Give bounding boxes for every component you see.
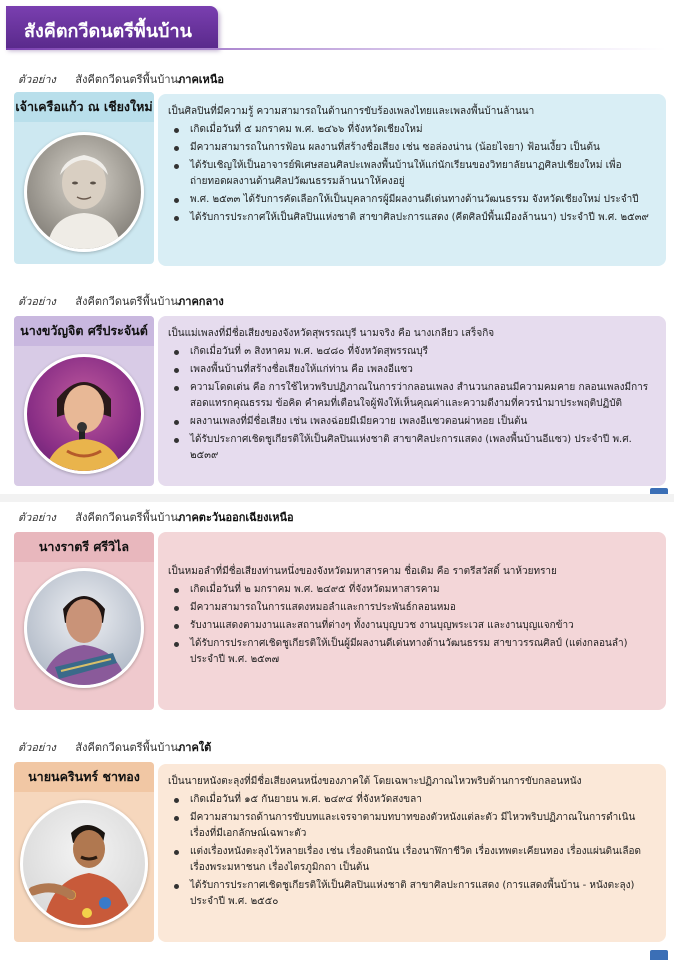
bullet-icon	[174, 368, 179, 373]
fact-text: เพลงพื้นบ้านที่สร้างชื่อเสียงให้แก่ท่าน คือ เพลงอีแซว	[190, 364, 413, 375]
example-prefix: สังคีตกวีดนตรีพื้นบ้าน	[75, 295, 179, 308]
list-item	[168, 810, 654, 842]
artist-intro: เป็นศิลปินที่มีความรู้ ความสามารถในด้านการขับร้องเพลงไทยและเพลงพื้นบ้านล้านนา	[168, 106, 535, 117]
list-item	[168, 582, 654, 598]
list-item	[168, 432, 654, 464]
example-line	[18, 70, 224, 88]
artist-name: เจ้าเครือแก้ว ณ เชียงใหม่	[14, 92, 154, 122]
list-item	[168, 210, 654, 226]
artist-intro: เป็นแม่เพลงที่มีชื่อเสียงของจังหวัดสุพรรณบุรี นามจริง คือ นางเกลียว เสร็จกิจ	[168, 328, 495, 339]
list-item	[168, 192, 654, 208]
page-header	[6, 6, 218, 48]
section-south	[0, 732, 674, 960]
bullet-icon	[174, 642, 179, 647]
list-item	[168, 380, 654, 412]
example-prefix: สังคีตกวีดนตรีพื้นบ้าน	[75, 73, 179, 86]
bullet-icon	[174, 164, 179, 169]
example-label: ตัวอย่าง	[18, 741, 56, 754]
section-north	[0, 62, 674, 272]
scroll-down-button[interactable]	[650, 950, 668, 960]
bullet-icon	[174, 216, 179, 221]
list-item	[168, 844, 654, 876]
portrait-elder-woman-image	[27, 135, 141, 249]
list-item	[168, 878, 654, 910]
artist-facts-list	[168, 582, 654, 668]
list-item	[168, 600, 654, 616]
example-prefix: สังคีตกวีดนตรีพื้นบ้าน	[75, 511, 179, 524]
list-item	[168, 344, 654, 360]
bullet-icon	[174, 386, 179, 391]
example-label: ตัวอย่าง	[18, 295, 56, 308]
fact-text: มีความสามารถในการแสดงหมอลำและการประพันธ์กลอนหมอ	[190, 602, 456, 613]
profile-left-panel	[14, 532, 154, 710]
bullet-icon	[174, 350, 179, 355]
artist-intro: เป็นหมอลำที่มีชื่อเสียงท่านหนึ่งของจังหวัดมหาสารคาม ชื่อเดิม คือ ราตรีสวัสดิ์ นาห้วยทราย	[168, 566, 557, 577]
bullet-icon	[174, 884, 179, 889]
region-name: ภาคใต้	[178, 741, 212, 754]
bullet-icon	[174, 128, 179, 133]
fact-text: เกิดเมื่อวันที่ ๓ สิงหาคม พ.ศ. ๒๔๘๐ ที่จังหวัดสุพรรณบุรี	[190, 346, 428, 357]
section-northeast	[0, 502, 674, 716]
list-item	[168, 618, 654, 634]
fact-text: ได้รับการประกาศเชิดชูเกียรติให้เป็นผู้มีผลงานดีเด่นทางด้านวัฒนธรรม สาขาวรรณศิลป์ (แต่งกลอนลำ) ประจำปี พ.ศ. ๒๕๓๗	[190, 638, 628, 665]
fact-text: แต่งเรื่องหนังตะลุงไว้หลายเรื่อง เช่น เรื่องดินถนัน เรื่องนาฬิกาชีวิต เรื่องเทพตะเคียนทอง เรื่องแผ่นดินเลือด เรื่องพระมหาชนก เรื่องไตรภูมิกถา เป็นต้น	[190, 846, 642, 873]
bullet-icon	[174, 624, 179, 629]
artist-facts-list	[168, 344, 654, 464]
profile-left-panel	[14, 92, 154, 264]
list-item	[168, 122, 654, 138]
list-item	[168, 792, 654, 808]
fact-text: เกิดเมื่อวันที่ ๒ มกราคม พ.ศ. ๒๔๙๕ ที่จังหวัดมหาสารคาม	[190, 584, 440, 595]
portrait-shadow-puppeteer-image	[23, 803, 145, 925]
example-line	[18, 292, 224, 310]
fact-text: รับงานแสดงตามงานและสถานที่ต่างๆ ทั้งงานบุญบวช งานบุญพระเวส และงานบุญแจกข้าว	[190, 620, 574, 631]
profile-detail-panel	[158, 532, 666, 710]
region-name: ภาคตะวันออกเฉียงเหนือ	[178, 511, 294, 524]
fact-text: ได้รับการประกาศเชิดชูเกียรติให้เป็นศิลปินแห่งชาติ สาขาศิลปะการแสดง (การแสดงพื้นบ้าน - หนังตะลุง) ประจำปี พ.ศ. ๒๕๕๐	[190, 880, 635, 907]
example-prefix: สังคีตกวีดนตรีพื้นบ้าน	[75, 741, 179, 754]
portrait-singer-woman-image	[27, 357, 141, 471]
portrait-molam-singer-image	[27, 571, 141, 685]
profile-detail-panel	[158, 764, 666, 942]
bullet-icon	[174, 146, 179, 151]
example-label: ตัวอย่าง	[18, 73, 56, 86]
artist-facts-list	[168, 122, 654, 226]
page-title: สังคีตกวีดนตรีพื้นบ้าน	[24, 21, 192, 42]
list-item	[168, 362, 654, 378]
fact-text: เกิดเมื่อวันที่ ๕ มกราคม พ.ศ. ๒๔๖๖ ที่จังหวัดเชียงใหม่	[190, 124, 423, 135]
profile-detail-panel	[158, 94, 666, 266]
fact-text: เกิดเมื่อวันที่ ๑๕ กันยายน พ.ศ. ๒๔๙๔ ที่จังหวัดสงขลา	[190, 794, 422, 805]
bullet-icon	[174, 798, 179, 803]
artist-photo	[24, 354, 144, 474]
region-name: ภาคเหนือ	[178, 73, 224, 86]
fact-text: ได้รับการประกาศให้เป็นศิลปินแห่งชาติ สาขาศิลปะการแสดง (คีตศิลป์พื้นเมืองล้านนา) ประจำปี พ.ศ. ๒๕๓๙	[190, 212, 649, 223]
region-name: ภาคกลาง	[178, 295, 224, 308]
header-rule	[6, 48, 666, 50]
bullet-icon	[174, 850, 179, 855]
list-item	[168, 414, 654, 430]
bullet-icon	[174, 816, 179, 821]
fact-text: ความโดดเด่น คือ การใช้ไหวพริบปฏิภาณในการว่ากลอนเพลง สำนวนกลอนมีความคมคาย กลอนเพลงมีการสอดแทรกคุณธรรม ข้อคิด คำคมที่เตือนใจผู้ฟังให้เห็นคุณค่าและความดีงามที่ควรนำมาประพฤติปฏิบัติ	[190, 382, 649, 409]
artist-intro: เป็นนายหนังตะลุงที่มีชื่อเสียงคนหนึ่งของภาคใต้ โดยเฉพาะปฏิภาณไหวพริบด้านการขับกลอนหนัง	[168, 776, 582, 787]
artist-name: นายนครินทร์ ชาทอง	[14, 762, 154, 792]
fact-text: มีความสามารถด้านการขับบทและเจรจาตามบทบาทของตัวหนังแต่ละตัว มีไหวพริบปฏิภาณในการดำเนินเรื่องที่มีเอกลักษณ์เฉพาะตัว	[190, 812, 636, 839]
artist-photo	[24, 568, 144, 688]
artist-name: นางขวัญจิต ศรีประจันต์	[14, 316, 154, 346]
artist-name: นางราตรี ศรีวิไล	[14, 532, 154, 562]
bullet-icon	[174, 588, 179, 593]
fact-text: ได้รับเชิญให้เป็นอาจารย์พิเศษสอนศิลปะเพลงพื้นบ้านให้แก่นักเรียนของวิทยาลัยนาฏศิลปเชียงใหม่ เพื่อถ่ายทอดผลงานด้านศิลปวัฒนธรรมล้านนาให้คงอยู่	[190, 160, 622, 187]
bullet-icon	[174, 420, 179, 425]
profile-detail-panel	[158, 316, 666, 486]
profile-left-panel	[14, 762, 154, 942]
bullet-icon	[174, 438, 179, 443]
bullet-icon	[174, 198, 179, 203]
fact-text: ผลงานเพลงที่มีชื่อเสียง เช่น เพลงฉ่อยมีเมียควาย เพลงอีแซวตอนผ่าหอย เป็นต้น	[190, 416, 528, 427]
example-line	[18, 508, 294, 526]
section-central	[0, 284, 674, 494]
fact-text: พ.ศ. ๒๕๓๓ ได้รับการคัดเลือกให้เป็นบุคลากรผู้มีผลงานดีเด่นทางด้านวัฒนธรรม จังหวัดเชียงใหม่ ประจำปี	[190, 194, 639, 205]
fact-text: มีความสามารถในการฟ้อน ผลงานที่สร้างชื่อเสียง เช่น ซอล่องน่าน (น้อยไจยา) ฟ้อนเงี้ยว เป็นต้น	[190, 142, 600, 153]
example-label: ตัวอย่าง	[18, 511, 56, 524]
artist-photo	[20, 800, 148, 928]
artist-photo	[24, 132, 144, 252]
list-item	[168, 140, 654, 156]
fact-text: ได้รับประกาศเชิดชูเกียรติให้เป็นศิลปินแห่งชาติ สาขาศิลปะการแสดง (เพลงพื้นบ้านอีแซว) ประจำปี พ.ศ. ๒๕๓๙	[190, 434, 632, 461]
list-item	[168, 636, 654, 668]
profile-left-panel	[14, 316, 154, 486]
example-line	[18, 738, 211, 756]
section-divider	[0, 494, 674, 502]
list-item	[168, 158, 654, 190]
bullet-icon	[174, 606, 179, 611]
artist-facts-list	[168, 792, 654, 910]
